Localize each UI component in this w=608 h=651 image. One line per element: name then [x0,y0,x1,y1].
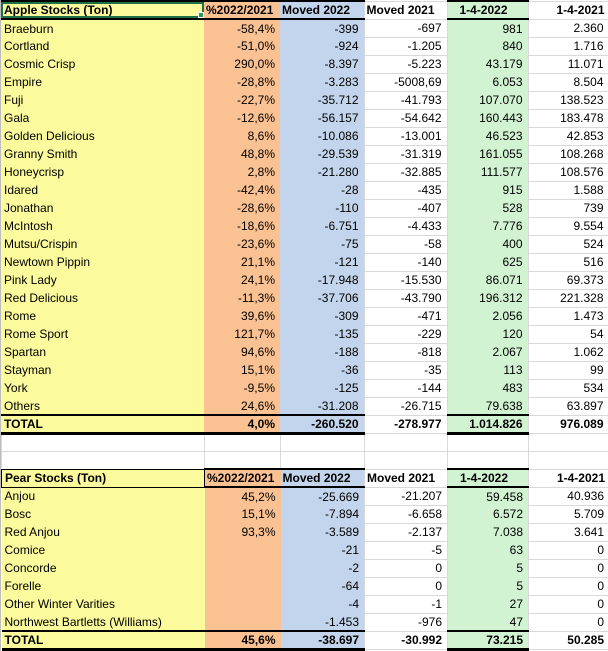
cell[interactable] [281,452,365,469]
variety-name-cell[interactable]: Northwest Bartletts (Williams) [2,613,205,631]
value-cell[interactable]: 0 [365,577,448,595]
cell[interactable] [2,452,205,469]
value-cell[interactable]: -75 [280,235,364,253]
pear-table-header [2,469,608,487]
table-row [2,541,608,559]
value-cell[interactable]: 1.473 [528,307,608,325]
column-header[interactable]: Moved 2021 [364,1,447,19]
value-cell[interactable]: -140 [364,253,447,271]
value-cell[interactable]: -58 [364,235,447,253]
value-cell[interactable]: 5.709 [529,505,608,523]
value-cell[interactable]: -51,0% [204,37,280,55]
value-cell[interactable]: -21.207 [365,487,448,505]
table-row [1,181,608,199]
variety-name-cell[interactable]: Cortland [1,37,204,55]
cell[interactable] [448,435,529,452]
header-row [2,469,608,487]
value-cell[interactable]: 121,7% [204,325,280,343]
value-cell[interactable]: -407 [364,199,447,217]
table-row [1,55,608,73]
cell[interactable] [448,452,529,469]
value-cell[interactable]: 79.638 [447,397,528,415]
value-cell[interactable] [205,595,281,613]
value-cell[interactable]: -399 [280,19,364,37]
active-cell-selection-border [1,2,204,18]
value-cell[interactable]: 9.554 [528,217,608,235]
empty-rows-gap [1,435,608,468]
cell[interactable] [365,452,448,469]
value-cell[interactable]: 196.312 [447,289,528,307]
table-row [1,163,608,181]
table-row [2,559,608,577]
value-cell[interactable]: -7.894 [281,505,365,523]
value-cell[interactable]: 0 [529,541,608,559]
apple-table-header [1,1,608,19]
value-cell[interactable]: 21,1% [204,253,280,271]
value-cell[interactable]: -188 [280,343,364,361]
value-cell[interactable]: -58,4% [204,19,280,37]
variety-name-cell[interactable]: Gala [1,109,204,127]
value-cell[interactable]: -5.223 [364,55,447,73]
value-cell[interactable]: 183.478 [528,109,608,127]
variety-name-cell[interactable]: Others [1,397,204,415]
table-row [1,199,608,217]
value-cell[interactable]: 107.070 [447,91,528,109]
column-header[interactable]: Moved 2022 [280,1,364,19]
value-cell[interactable]: -37.706 [280,289,364,307]
total-row [2,631,608,650]
variety-name-cell[interactable]: Rome Sport [1,325,204,343]
value-cell[interactable]: 161.055 [447,145,528,163]
value-cell[interactable]: -309 [280,307,364,325]
variety-name-cell[interactable]: Braeburn [1,19,204,37]
value-cell[interactable]: 93,3% [205,523,281,541]
value-cell[interactable]: -12,6% [204,109,280,127]
value-cell[interactable]: 27 [448,595,529,613]
value-cell[interactable]: 24,6% [204,397,280,415]
value-cell[interactable]: 0 [529,613,608,631]
value-cell[interactable]: -4 [281,595,365,613]
cell[interactable] [529,435,608,452]
value-cell[interactable]: 1.716 [528,37,608,55]
table-row [1,289,608,307]
value-cell[interactable]: -976 [365,613,448,631]
variety-name-cell[interactable]: Jonathan [1,199,204,217]
total-value-cell[interactable]: -278.977 [364,415,447,434]
value-cell[interactable]: 534 [528,379,608,397]
total-value-cell[interactable]: 50.285 [529,631,608,650]
value-cell[interactable]: 2,8% [204,163,280,181]
value-cell[interactable]: 981 [447,19,528,37]
value-cell[interactable]: 2.056 [447,307,528,325]
value-cell[interactable]: 7.776 [447,217,528,235]
value-cell[interactable]: 46.523 [447,127,528,145]
value-cell[interactable]: -28,8% [204,73,280,91]
cell[interactable] [205,435,281,452]
value-cell[interactable]: 0 [529,595,608,613]
table-row [1,343,608,361]
value-cell[interactable]: 138.523 [528,91,608,109]
variety-name-cell[interactable]: Honeycrisp [1,163,204,181]
value-cell[interactable]: 15,1% [204,361,280,379]
value-cell[interactable]: 113 [447,361,528,379]
total-row [1,415,608,434]
table-row [1,73,608,91]
value-cell[interactable]: 94,6% [204,343,280,361]
value-cell[interactable]: -6.658 [365,505,448,523]
value-cell[interactable]: -4.433 [364,217,447,235]
variety-name-cell[interactable]: Anjou [2,487,205,505]
value-cell[interactable]: 59.458 [448,487,529,505]
value-cell[interactable]: 6.572 [448,505,529,523]
variety-name-cell[interactable]: Stayman [1,361,204,379]
column-header[interactable]: %2022/2021 [204,1,280,19]
value-cell[interactable]: 0 [365,559,448,577]
table-row [1,91,608,109]
table-row [2,595,608,613]
value-cell[interactable] [205,559,281,577]
variety-name-cell[interactable]: Golden Delicious [1,127,204,145]
value-cell[interactable]: -56.157 [280,109,364,127]
column-header[interactable]: 1-4-2021 [528,1,608,19]
value-cell[interactable]: 69.373 [528,271,608,289]
value-cell[interactable]: 108.576 [528,163,608,181]
table-row [1,217,608,235]
table-row [1,379,608,397]
value-cell[interactable]: -23,6% [204,235,280,253]
empty-row [2,435,608,452]
value-cell[interactable]: 63.897 [528,397,608,415]
variety-name-cell[interactable]: Rome [1,307,204,325]
variety-name-cell[interactable]: McIntosh [1,217,204,235]
value-cell[interactable]: 739 [528,199,608,217]
variety-name-cell[interactable]: Newtown Pippin [1,253,204,271]
value-cell[interactable]: -2 [281,559,365,577]
total-value-cell[interactable]: 45,6% [205,631,281,650]
value-cell[interactable]: -8.397 [280,55,364,73]
value-cell[interactable]: 160.443 [447,109,528,127]
variety-name-cell[interactable]: Red Delicious [1,289,204,307]
table-row [1,145,608,163]
value-cell[interactable]: -3.589 [281,523,365,541]
value-cell[interactable]: 840 [447,37,528,55]
table-row [1,19,608,37]
value-cell[interactable]: -42,4% [204,181,280,199]
value-cell[interactable]: -28 [280,181,364,199]
table-row [1,253,608,271]
total-value-cell[interactable]: 73.215 [448,631,529,650]
value-cell[interactable]: 54 [528,325,608,343]
value-cell[interactable]: -15.530 [364,271,447,289]
value-cell[interactable]: -9,5% [204,379,280,397]
pear-table-body [2,487,608,631]
value-cell[interactable]: 15,1% [205,505,281,523]
value-cell[interactable]: 625 [447,253,528,271]
value-cell[interactable]: -1 [365,595,448,613]
value-cell[interactable]: 11.071 [528,55,608,73]
table-row [1,325,608,343]
value-cell[interactable]: -22,7% [204,91,280,109]
value-cell[interactable]: -32.885 [364,163,447,181]
value-cell[interactable]: -41.793 [364,91,447,109]
value-cell[interactable]: -17.948 [280,271,364,289]
variety-name-cell[interactable]: Forelle [2,577,205,595]
table-row [2,487,608,505]
value-cell[interactable]: -29.539 [280,145,364,163]
value-cell[interactable]: -35.712 [280,91,364,109]
value-cell[interactable]: -3.283 [280,73,364,91]
value-cell[interactable]: -21.280 [280,163,364,181]
pear-table-title[interactable]: Pear Stocks (Ton) [2,469,205,487]
value-cell[interactable]: 108.268 [528,145,608,163]
variety-name-cell[interactable]: Other Winter Varities [2,595,205,613]
variety-name-cell[interactable]: Granny Smith [1,145,204,163]
table-row [1,307,608,325]
variety-name-cell[interactable]: Comice [2,541,205,559]
total-value-cell[interactable]: 1.014.826 [447,415,528,434]
value-cell[interactable]: 99 [528,361,608,379]
value-cell[interactable] [205,613,281,631]
empty-row [2,452,608,469]
value-cell[interactable]: 400 [447,235,528,253]
column-header[interactable]: %2022/2021 [205,469,281,487]
value-cell[interactable]: -818 [364,343,447,361]
value-cell[interactable] [205,577,281,595]
value-cell[interactable]: -25.669 [281,487,365,505]
variety-name-cell[interactable]: Spartan [1,343,204,361]
value-cell[interactable]: 915 [447,181,528,199]
value-cell[interactable]: 6.053 [447,73,528,91]
table-row [1,271,608,289]
value-cell[interactable]: 524 [528,235,608,253]
value-cell[interactable]: -135 [280,325,364,343]
value-cell[interactable]: 42.853 [528,127,608,145]
value-cell[interactable]: 7.038 [448,523,529,541]
cell[interactable] [205,452,281,469]
pear-stocks-table [1,468,608,651]
value-cell[interactable]: -10.086 [280,127,364,145]
pear-table-total [2,631,608,650]
value-cell[interactable] [205,541,281,559]
cell[interactable] [529,452,608,469]
table-row [2,577,608,595]
header-row [1,1,608,19]
value-cell[interactable]: -21 [281,541,365,559]
fill-handle[interactable] [198,12,204,18]
variety-name-cell[interactable]: Idared [1,181,204,199]
cell[interactable] [281,435,365,452]
variety-name-cell[interactable]: Mutsu/Crispin [1,235,204,253]
value-cell[interactable]: -5008,69 [364,73,447,91]
value-cell[interactable]: -36 [280,361,364,379]
value-cell[interactable]: 8,6% [204,127,280,145]
apple-stocks-table [1,0,608,435]
table-row [2,505,608,523]
variety-name-cell[interactable]: Fuji [1,91,204,109]
column-header[interactable]: 1-4-2022 [447,1,528,19]
total-value-cell[interactable]: 4,0% [204,415,280,434]
total-value-cell[interactable]: -260.520 [280,415,364,434]
value-cell[interactable]: -54.642 [364,109,447,127]
value-cell[interactable]: 111.577 [447,163,528,181]
value-cell[interactable]: 0 [529,577,608,595]
value-cell[interactable]: 5 [448,559,529,577]
value-cell[interactable]: 1.588 [528,181,608,199]
value-cell[interactable]: -697 [364,19,447,37]
value-cell[interactable]: 5 [448,577,529,595]
value-cell[interactable]: -35 [364,361,447,379]
table-row [2,613,608,631]
table-row [1,37,608,55]
value-cell[interactable]: 39,6% [204,307,280,325]
value-cell[interactable]: -121 [280,253,364,271]
total-label-cell[interactable]: TOTAL [2,631,205,650]
value-cell[interactable]: 24,1% [204,271,280,289]
variety-name-cell[interactable]: Cosmic Crisp [1,55,204,73]
total-value-cell[interactable]: -38.697 [281,631,365,650]
value-cell[interactable]: 528 [447,199,528,217]
total-value-cell[interactable]: 976.089 [528,415,608,434]
value-cell[interactable]: -18,6% [204,217,280,235]
variety-name-cell[interactable]: Bosc [2,505,205,523]
table-row [1,109,608,127]
value-cell[interactable]: -471 [364,307,447,325]
value-cell[interactable]: 45,2% [205,487,281,505]
table-row [2,523,608,541]
value-cell[interactable]: -110 [280,199,364,217]
value-cell[interactable]: -125 [280,379,364,397]
value-cell[interactable]: 290,0% [204,55,280,73]
value-cell[interactable]: -229 [364,325,447,343]
value-cell[interactable]: 221.328 [528,289,608,307]
value-cell[interactable]: 43.179 [447,55,528,73]
table-row [1,361,608,379]
value-cell[interactable]: 2.360 [528,19,608,37]
table-row [1,235,608,253]
value-cell[interactable]: 86.071 [447,271,528,289]
value-cell[interactable]: -31.319 [364,145,447,163]
value-cell[interactable]: 1.062 [528,343,608,361]
value-cell[interactable]: -43.790 [364,289,447,307]
apple-table-title[interactable]: Apple Stocks (Ton) [1,1,204,19]
cell[interactable] [365,435,448,452]
value-cell[interactable]: 3.641 [529,523,608,541]
value-cell[interactable]: -1.205 [364,37,447,55]
total-label-cell[interactable]: TOTAL [1,415,204,434]
value-cell[interactable]: -2.137 [365,523,448,541]
value-cell[interactable]: -13.001 [364,127,447,145]
value-cell[interactable]: -1.453 [281,613,365,631]
value-cell[interactable]: -31.208 [280,397,364,415]
value-cell[interactable]: 47 [448,613,529,631]
value-cell[interactable]: 0 [529,559,608,577]
value-cell[interactable]: -144 [364,379,447,397]
variety-name-cell[interactable]: York [1,379,204,397]
value-cell[interactable]: -6.751 [280,217,364,235]
value-cell[interactable]: 8.504 [528,73,608,91]
value-cell[interactable]: -924 [280,37,364,55]
column-header[interactable]: 1-4-2022 [448,469,529,487]
value-cell[interactable]: -26.715 [364,397,447,415]
apple-table-total [1,415,608,434]
value-cell[interactable]: 48,8% [204,145,280,163]
value-cell[interactable]: 516 [528,253,608,271]
column-header[interactable]: 1-4-2021 [529,469,608,487]
column-header[interactable]: Moved 2021 [365,469,448,487]
value-cell[interactable]: -28,6% [204,199,280,217]
value-cell[interactable]: -5 [365,541,448,559]
total-value-cell[interactable]: -30.992 [365,631,448,650]
cell[interactable] [2,435,205,452]
column-header[interactable]: Moved 2022 [281,469,365,487]
value-cell[interactable]: 483 [447,379,528,397]
value-cell[interactable]: -64 [281,577,365,595]
variety-name-cell[interactable]: Concorde [2,559,205,577]
variety-name-cell[interactable]: Empire [1,73,204,91]
variety-name-cell[interactable]: Pink Lady [1,271,204,289]
value-cell[interactable]: 63 [448,541,529,559]
value-cell[interactable]: 120 [447,325,528,343]
value-cell[interactable]: -11,3% [204,289,280,307]
table-row [1,127,608,145]
table-row [1,397,608,415]
value-cell[interactable]: -435 [364,181,447,199]
value-cell[interactable]: 2.067 [447,343,528,361]
variety-name-cell[interactable]: Red Anjou [2,523,205,541]
value-cell[interactable]: 40.936 [529,487,608,505]
apple-table-body [1,19,608,415]
